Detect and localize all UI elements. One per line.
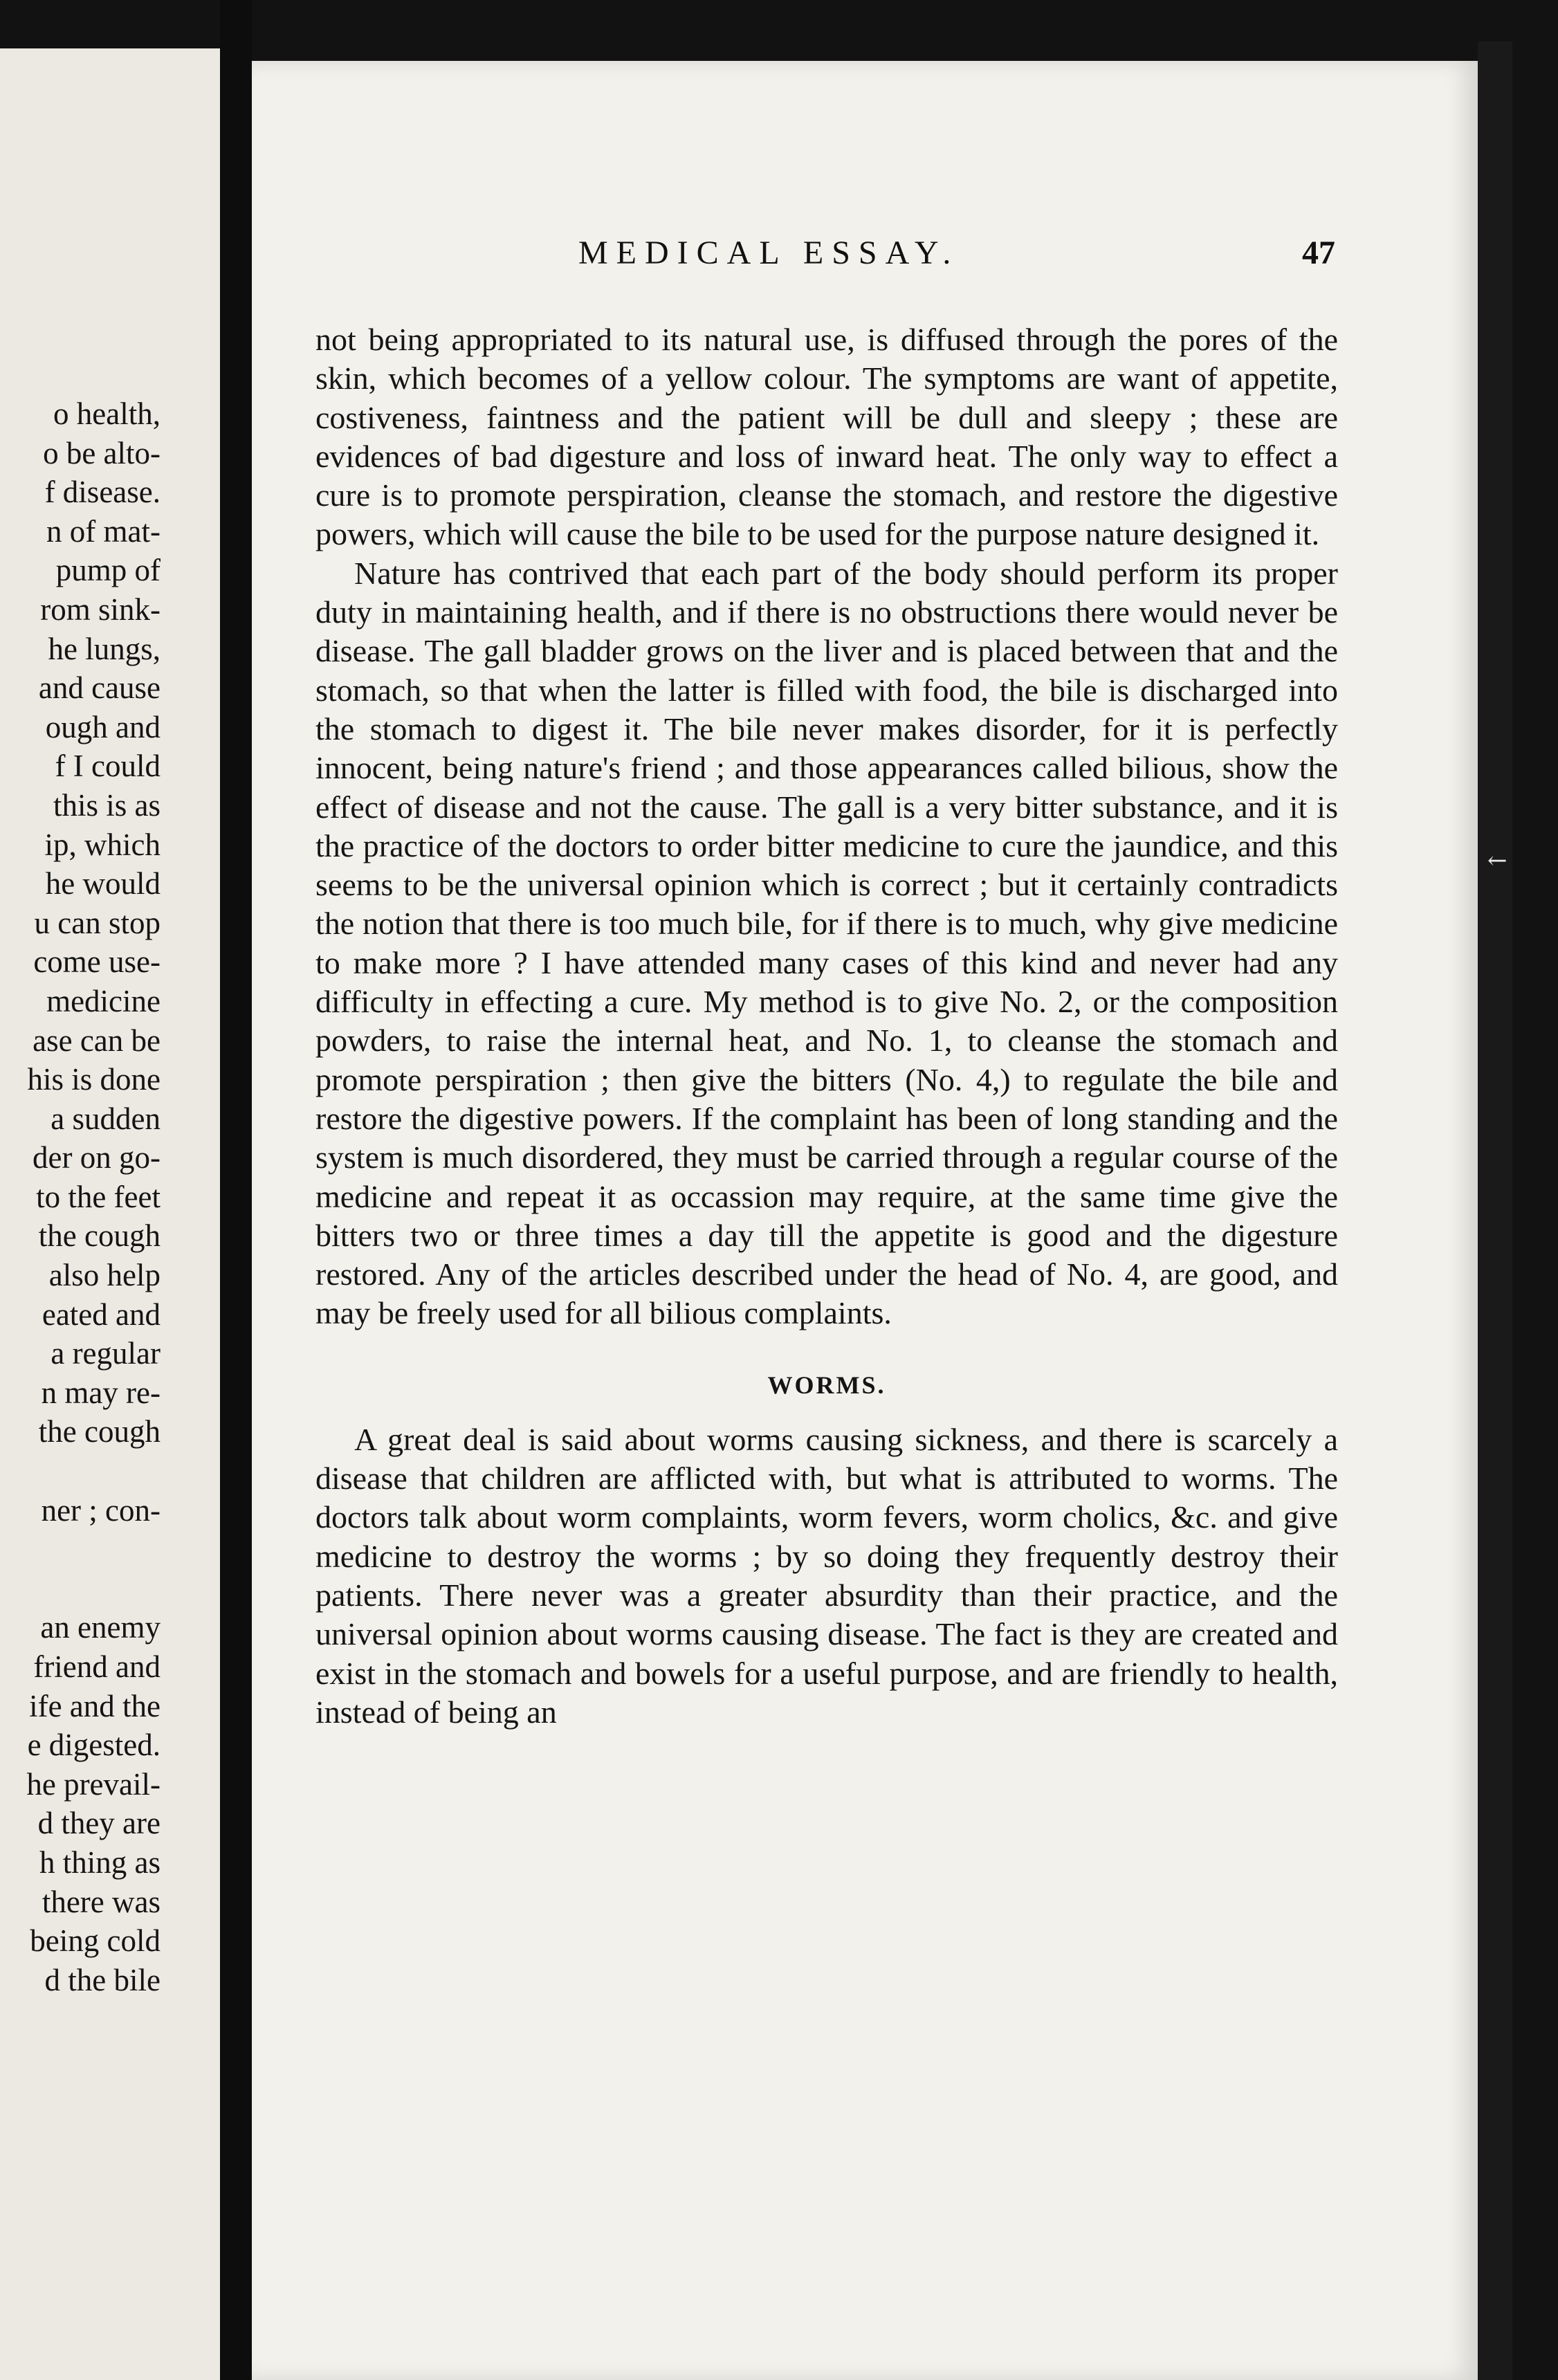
facing-page-line: n of mat- xyxy=(46,513,161,549)
facing-page-line: ough and xyxy=(45,709,161,744)
facing-page-line: being cold xyxy=(30,1923,161,1959)
facing-page-line: a regular xyxy=(51,1336,161,1371)
book-page xyxy=(252,61,1478,2380)
facing-page-line: o be alto- xyxy=(43,435,161,470)
facing-page-line: ase can be xyxy=(33,1023,161,1058)
facing-page-line: also help xyxy=(48,1258,161,1293)
facing-page-line: he prevail- xyxy=(26,1766,161,1802)
facing-page-line: ife and the xyxy=(29,1688,161,1723)
facing-page-line: a sudden xyxy=(51,1101,161,1136)
facing-page-line: f disease. xyxy=(44,475,161,510)
facing-page-line: h thing as xyxy=(39,1844,161,1880)
facing-page-line: eated and xyxy=(42,1297,161,1332)
facing-page-line: f I could xyxy=(55,749,161,784)
facing-page-line: o health, xyxy=(53,396,161,431)
section-heading-worms: WORMS. xyxy=(767,1371,886,1399)
paragraph-worms: A great deal is said about worms causing sickness, and there is scarcely a disease that children are afflicted with, but what is attributed to worms. The doctors talk about worm complaints, worm fevers, worm cholics, &c. and give medicine to destroy the worms ; by so doing they frequently destroy their patients. There never was a greater absurdity than their practice, and the universal opinion about worms causing disease. The fact is they are created and exist in the stomach and bowels for a useful purpose, and are friendly to health, instead of being an xyxy=(315,1421,1338,1730)
running-head: MEDICAL ESSAY. xyxy=(578,235,960,271)
facing-page-line: medicine xyxy=(46,983,161,1018)
facing-page-line: to the feet xyxy=(36,1179,161,1214)
facing-page-line: he lungs, xyxy=(48,631,161,666)
facing-page-line: and cause xyxy=(38,670,161,706)
book-gutter xyxy=(220,0,252,2380)
facing-page-line: there was xyxy=(42,1884,161,1919)
facing-page-line: his is done xyxy=(27,1062,161,1097)
facing-page-line xyxy=(26,1452,161,1491)
facing-page-line: ner ; con- xyxy=(41,1492,161,1528)
margin-arrow-icon: ← xyxy=(1487,847,1507,875)
facing-page-line: the cough xyxy=(38,1414,161,1449)
facing-page-text xyxy=(26,394,161,1999)
facing-page-line: pump of xyxy=(55,553,161,588)
facing-page-line xyxy=(26,1530,161,1569)
facing-page-line: this is as xyxy=(53,787,161,823)
facing-page-line: n may re- xyxy=(41,1375,161,1410)
facing-page-line: d they are xyxy=(37,1806,161,1841)
facing-page-line: an enemy xyxy=(40,1610,161,1645)
facing-page-line: he would xyxy=(45,866,161,901)
facing-page-left xyxy=(0,48,220,2380)
paragraph-nature: Nature has contrived that each part of the body should perform its proper duty in maintaining health, and if there is no obstructions there would never be disease. The gall bladder grows on the liver and is placed between that and the stomach, so that when the latter is filled with food, the bile is discharged into the stomach to digest it. The bile never makes disorder, for it is perfectly innocent, being nature's friend ; and those appearances called bilious, show the effect of disease and not the cause. The gall is a very bitter substance, and it is the practice of the doctors to order bitter medicine to cure the jaundice, and this seems to be the universal opinion which is correct ; but it certainly contradicts the notion that there is too much bile, for if there is to much, why give medicine to make more ? I have attended many cases of this kind and never had any difficulty in effecting a cure. My method is to give No. 2, or the composition powders, to raise the internal heat, and No. 1, to cleanse the stomach and promote perspiration ; then give the bitters (No. 4,) to regulate the bile and restore the digestive powers. If the complaint has been of long standing and the system is much disordered, they must be carried through a regular course of the medicine and repeat it as occassion may require, at the same time give the bitters two or three times a day till the appetite is good and the digesture restored. Any of the articles described under the head of No. 4, are good, and may be freely used for all bilious complaints. xyxy=(315,555,1338,1331)
paragraph-continued: not being appropriated to its natural use, is diffused through the pores of the skin, which becomes of a yellow colour. The symptoms are want of appetite, costiveness, faintness and the patient will be dull and sleepy ; these are evidences of bad digesture and loss of inward heat. The only way to effect a cure is to promote perspiration, cleanse the stomach, and restore the digestive powers, which will cause the bile to be used for the purpose nature designed it. xyxy=(315,322,1338,552)
facing-page-line xyxy=(26,1569,161,1609)
page-edge-shadow xyxy=(1478,42,1512,2380)
facing-page-line: u can stop xyxy=(34,905,161,940)
facing-page-line: e digested. xyxy=(27,1728,161,1763)
facing-page-line: the cough xyxy=(38,1218,161,1254)
facing-page-line: rom sink- xyxy=(40,592,161,627)
facing-page-line: d the bile xyxy=(44,1962,161,1997)
facing-page-line: der on go- xyxy=(33,1140,161,1175)
facing-page-line: ip, which xyxy=(44,827,161,862)
page-body xyxy=(315,320,1338,1732)
facing-page-line: friend and xyxy=(33,1649,161,1684)
page-number: 47 xyxy=(1302,235,1335,271)
facing-page-line: come use- xyxy=(33,944,161,980)
page-header xyxy=(252,234,1478,289)
